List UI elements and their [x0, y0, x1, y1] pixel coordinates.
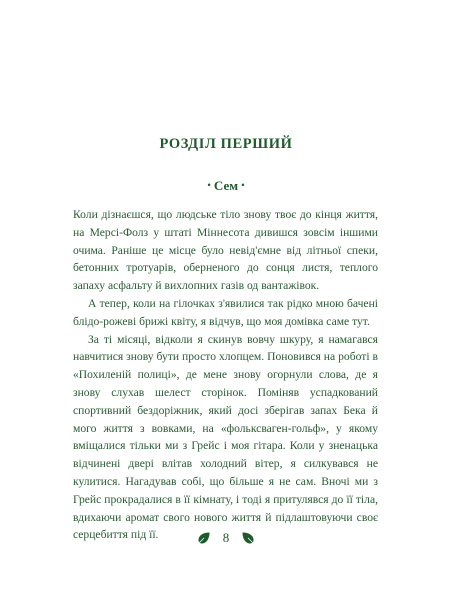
leaf-ornament-right-icon [241, 531, 255, 545]
paragraph-3: За ті місяці, відколи я скинув вовчу шкуру, я намагався навчитися знову бути просто хлопцем. Поновився на роботі в «Похиленій полиці», де мене знову огорнули слова, де я знову слухав шелест сторінок. Поміняв успадкований спортивний бездоріжник, який досі зберігав запах Бека й мого життя з вовками, на «фольксваген-гольф», у якому вміщалися тільки ми з Грейс і моя гітара. Коли у зненацька відчинені двері влітав холодний вітер, я силкувався не кулитися. Нагадував собі, що більше я не сам. Вночі ми з Грейс прокрадалися в її кімнату, і тоді я притулявся до її тіла, вдихаючи аромат свого нового життя й підлаштовуючи своє серцебиття під її. [73, 332, 378, 542]
chapter-character-heading [0, 178, 452, 194]
page-number: 8 [222, 530, 230, 545]
page-footer [0, 530, 452, 546]
paragraph-2: А тепер, коли на гілочках з'явилися так рідко мною бачені блідо-рожеві брижі квіту, я відчув, що моя домівка саме тут. [73, 296, 378, 328]
character-name: Сем [213, 178, 239, 193]
bullet-left: • [207, 180, 211, 190]
chapter-title: РОЗДІЛ ПЕРШИЙ [159, 136, 293, 152]
bullet-right: • [241, 180, 245, 190]
leaf-ornament-left-icon [197, 531, 211, 545]
paragraph-1: Коли дізнаєшся, що людське тіло знову твоє до кінця життя, на Мерсі-Фолз у штаті Міннесота дивишся зовсім іншими очима. Раніше це місце було невід'ємне від літньої спеки, бетонних тротуарів, оберненого до сонця листя, теплого запаху асфальту й вихлопних газів од вантажівок. [73, 208, 378, 293]
body-text [73, 206, 378, 544]
